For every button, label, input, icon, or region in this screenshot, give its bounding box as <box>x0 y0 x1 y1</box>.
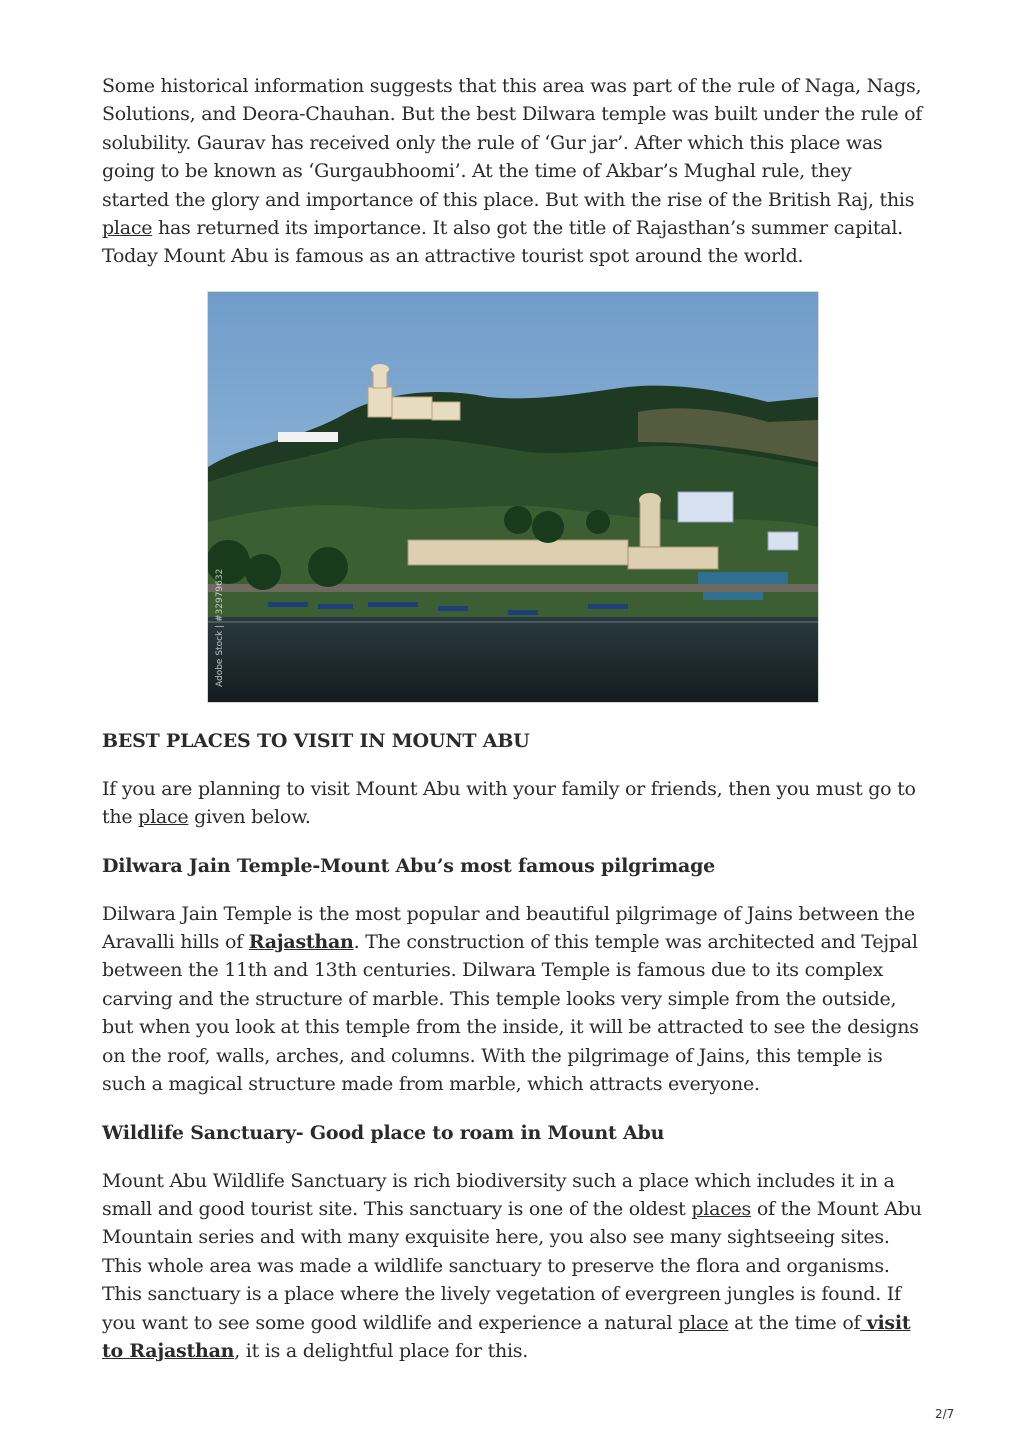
page-number: 2/7 <box>935 1407 955 1421</box>
mount-abu-photo-illustration <box>208 292 818 702</box>
place-link[interactable]: place <box>102 217 153 240</box>
places-link[interactable]: places <box>691 1197 752 1220</box>
dilwara-heading: Dilwara Jain Temple-Mount Abu’s most famous pilgrimage <box>102 854 716 877</box>
mount-abu-photo <box>207 291 819 703</box>
best-places-heading: BEST PLACES TO VISIT IN MOUNT ABU <box>102 729 530 752</box>
place-link[interactable]: place <box>678 1311 729 1334</box>
wildlife-paragraph: Mount Abu Wildlife Sanctuary is rich biodiversity such a place which includes it in a small and good tourist site. This sanctuary is one of the oldest places of the Mount Abu Mountain series and with many exquisite here, you also see many sightseeing sites. This whole area was made a wildlife sanctuary to preserve the flora and organisms. This sanctuary is a place where the lively vegetation of evergreen jungles is found. If you want to see some good wildlife and experience a natural place at the time of visit to Rajasthan, it is a delightful place for this. <box>102 1169 922 1362</box>
place-link[interactable]: place <box>138 806 189 829</box>
photo-watermark: Adobe Stock | #32979632 <box>215 568 225 687</box>
rajasthan-link[interactable]: Rajasthan <box>248 931 354 954</box>
wildlife-heading: Wildlife Sanctuary- Good place to roam in Mount Abu <box>102 1121 665 1144</box>
document-page <box>102 72 924 1365</box>
visit-to-rajasthan-link[interactable]: visit to Rajasthan <box>102 1311 911 1362</box>
intro-paragraph: Some historical information suggests that this area was part of the rule of Naga, Nags, Solutions, and Deora-Chauhan. But the best Dilwara temple was built under the rule of solubility. Gaurav has received only the rule of ‘Gur jar’. After which this place was going to be known as ‘Gurgaubhoomi’. At the time of Akbar’s Mughal rule, they started the glory and importance of this place. But with the rise of the British Raj, this place has returned its importance. It also got the title of Rajasthan’s summer capital. Today Mount Abu is famous as an attractive tourist spot around the world. <box>102 75 923 268</box>
dilwara-paragraph: Dilwara Jain Temple is the most popular and beautiful pilgrimage of Jains between the Aravalli hills of Rajasthan. The construction of this temple was architected and Tejpal between the 11th and 13th centuries. Dilwara Temple is famous due to its complex carving and the structure of marble. This temple looks very simple from the outside, but when you look at this temple from the inside, it will be attracted to see the designs on the roof, walls, arches, and columns. With the pilgrimage of Jains, this temple is such a magical structure made from marble, which attracts everyone. <box>102 902 919 1096</box>
best-places-paragraph: If you are planning to visit Mount Abu with your family or friends, then you must go to the place given below. <box>102 777 916 829</box>
